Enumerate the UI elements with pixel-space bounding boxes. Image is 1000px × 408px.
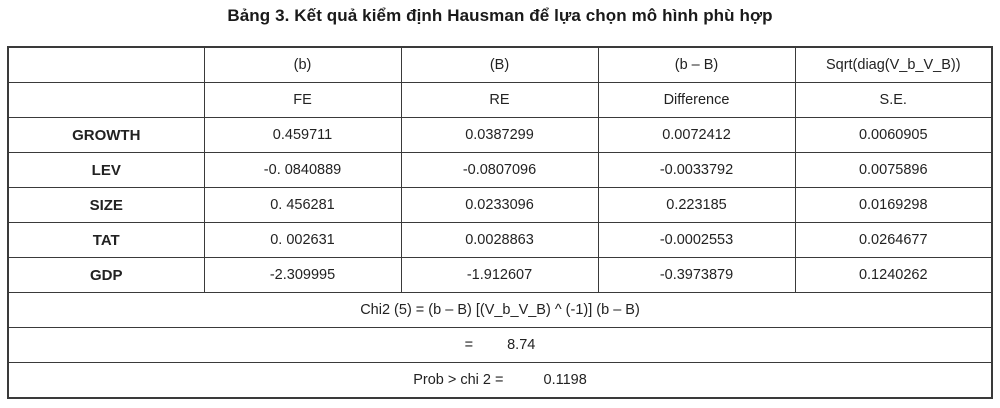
row-label: LEV	[8, 153, 204, 188]
chi2-value: 8.74	[507, 337, 536, 353]
chi2-formula-row	[8, 293, 992, 328]
table-cell: -0.0002553	[598, 223, 795, 258]
header-cell: (b – B)	[598, 47, 795, 83]
header-row-estimators	[8, 47, 992, 83]
table-row	[8, 223, 992, 258]
row-label: GDP	[8, 258, 204, 293]
chi2-equals: =	[464, 337, 474, 353]
table-cell: 0.0072412	[598, 118, 795, 153]
header-corner-cell	[8, 47, 204, 83]
prob-cell	[8, 363, 992, 399]
table-cell: 0.459711	[204, 118, 401, 153]
prob-value: 0.1198	[543, 372, 587, 388]
header-cell: (B)	[401, 47, 598, 83]
table-cell: 0.0264677	[795, 223, 992, 258]
table-row	[8, 258, 992, 293]
table-cell: -0.3973879	[598, 258, 795, 293]
table-row	[8, 118, 992, 153]
chi2-value-cell	[8, 328, 992, 363]
header-cell: (b)	[204, 47, 401, 83]
header-cell: S.E.	[795, 83, 992, 118]
table-cell: 0.223185	[598, 188, 795, 223]
header-row-models	[8, 83, 992, 118]
row-label: SIZE	[8, 188, 204, 223]
header-cell: Difference	[598, 83, 795, 118]
chi2-formula: Chi2 (5) = (b – B) [(V_b_V_B) ^ (-1)] (b – B)	[8, 293, 992, 328]
table-cell: 0.0028863	[401, 223, 598, 258]
header-cell: Sqrt(diag(V_b_V_B))	[795, 47, 992, 83]
table-cell: 0.0075896	[795, 153, 992, 188]
table-cell: -1.912607	[401, 258, 598, 293]
table-row	[8, 153, 992, 188]
table-cell: 0.0387299	[401, 118, 598, 153]
table-cell: 0.0169298	[795, 188, 992, 223]
chi2-value-row	[8, 328, 992, 363]
table-cell: 0. 456281	[204, 188, 401, 223]
prob-label: Prob > chi 2 =	[413, 372, 504, 388]
table-cell: -0. 0840889	[204, 153, 401, 188]
header-cell: FE	[204, 83, 401, 118]
table-cell: 0.0060905	[795, 118, 992, 153]
row-label: GROWTH	[8, 118, 204, 153]
table-cell: 0.0233096	[401, 188, 598, 223]
hausman-test-table	[7, 46, 993, 399]
table-cell: 0. 002631	[204, 223, 401, 258]
table-cell: 0.1240262	[795, 258, 992, 293]
row-label: TAT	[8, 223, 204, 258]
table-cell: -0.0033792	[598, 153, 795, 188]
header-cell: RE	[401, 83, 598, 118]
table-cell: -2.309995	[204, 258, 401, 293]
table-caption: Bảng 3. Kết quả kiểm định Hausman để lựa chọn mô hình phù hợp	[227, 6, 773, 25]
prob-row	[8, 363, 992, 399]
header-corner-cell	[8, 83, 204, 118]
table-row	[8, 188, 992, 223]
table-cell: -0.0807096	[401, 153, 598, 188]
